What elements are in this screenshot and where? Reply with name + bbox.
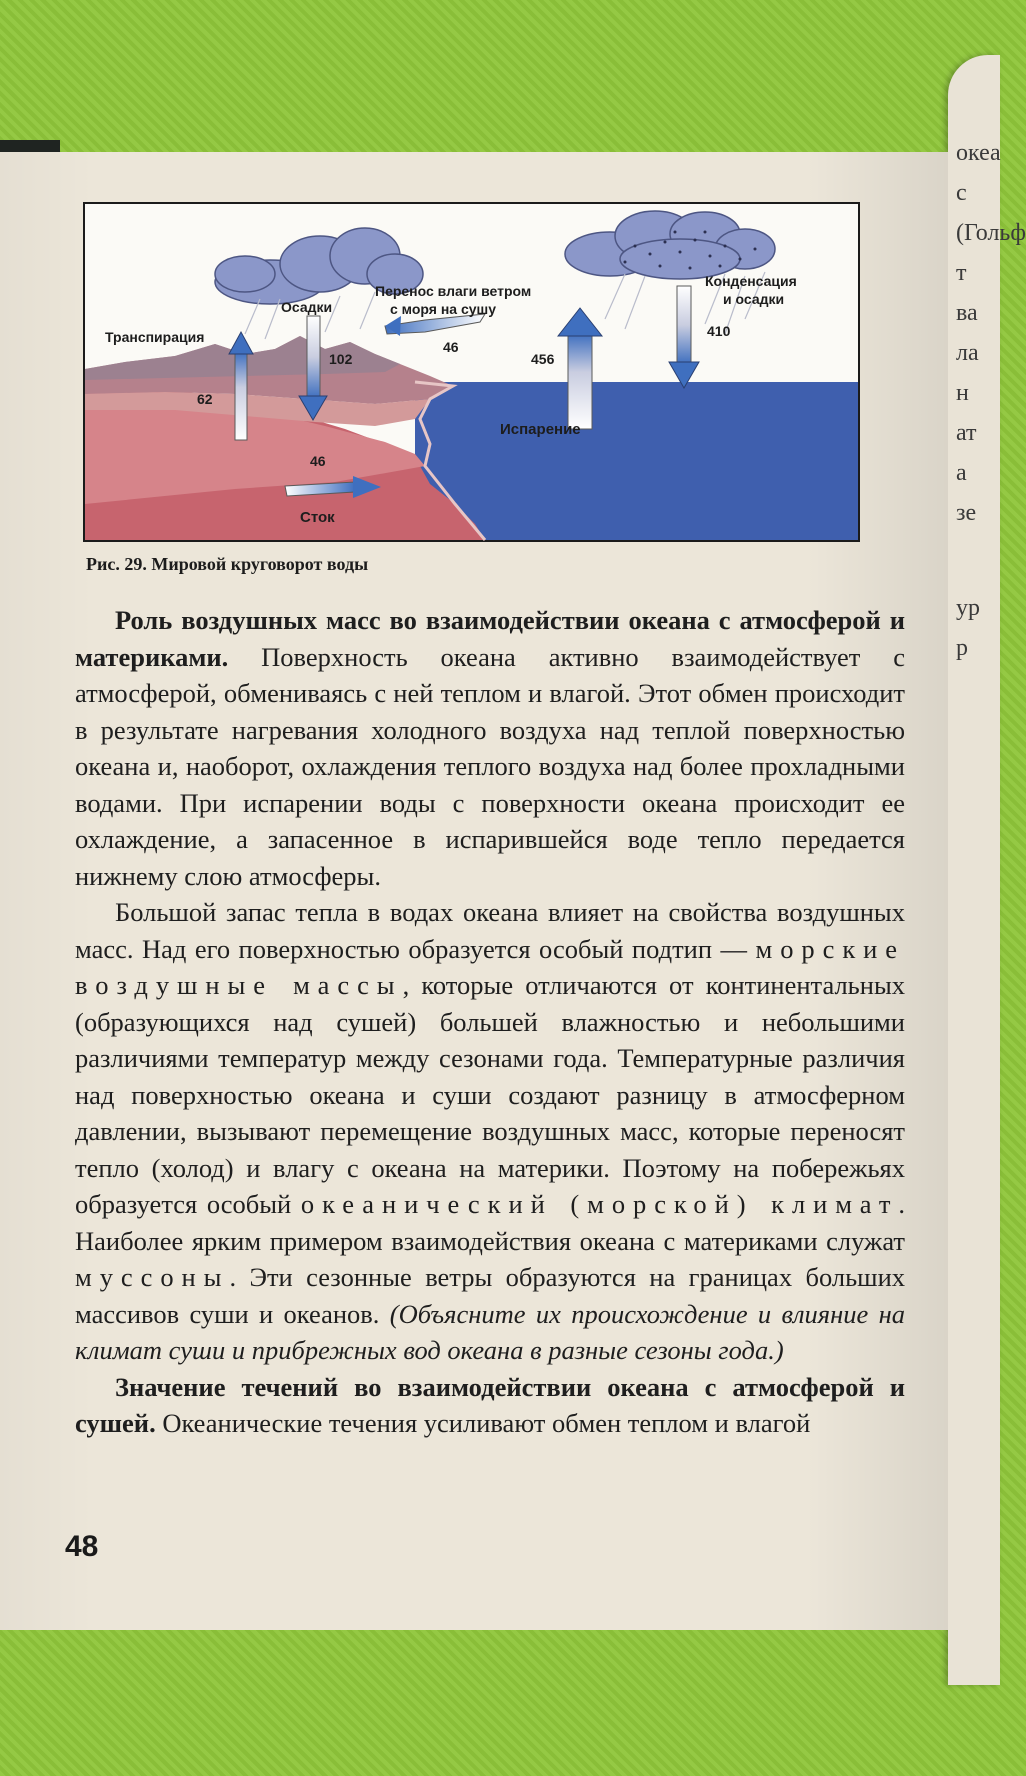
term-oceanic-climate: океанический (морской) климат [300,1189,899,1219]
book-page [0,152,948,1630]
page-number: 48 [65,1530,99,1563]
term-sea-air-masses: морские воздушные массы [75,933,905,1000]
next-page-text: ур [956,595,980,621]
value-runoff: 46 [310,453,326,469]
paragraph-2-text-d: . Эти сезонные ветры образуются на границах больших массивов суши и океанов. [75,1262,905,1329]
label-transpiration: Транспирация [105,329,205,345]
paragraph-1-text: Поверхность океана активно взаимодействует с атмосферой, обмениваясь с ней теплом и влагой. Этот обмен происходит в результате нагревания холодного воздуха над теплой поверхностью океана и, наоборот, охлаждения теплого воздуха над более прохладными водами. При испарении воды с поверхности океана происходит ее охлаждение, а запасенное в испарившейся воде тепло передается нижнему слою атмосферы. [75,641,905,891]
label-runoff: Сток [300,509,335,526]
next-page-text: ла [956,340,979,366]
next-page-text: океа [956,140,1001,166]
paragraph-2 [75,894,905,1369]
value-transfer: 46 [443,339,459,355]
label-condensation-line1: Конденсация [705,273,797,289]
ocean [415,382,858,540]
paragraph-2-text-b: , которые отличаются от континентальных (образующихся над сушей) большей влажностью и небольшими различиями температур между сезонами года. Температурные различия над поверхностью океана и суши создают разницу в атмосферном давлении, вызывают перемещение воздушных масс, которые переносят тепло (холод) и влагу с океана на материки. Поэтому на побережьях образуется особый [75,970,905,1219]
label-precipitation: Осадки [281,299,333,315]
next-page-text: т [956,260,967,286]
value-precipitation-ocean: 410 [707,323,731,339]
next-page-edge [948,55,1026,1685]
figure-caption: Рис. 29. Мировой круговорот воды [86,554,369,574]
next-page-text: с [956,180,967,206]
body-text [75,602,905,1442]
paragraph-3-text: Океанические течения усиливают обмен теплом и влагой [155,1408,811,1438]
paragraph-2-text-a: Большой запас тепла в водах океана влияет на свойства воздушных масс. Над его поверхностью образуется особый подтип — [75,897,905,964]
precipitation-ocean-arrow [669,286,699,388]
label-evaporation: Испарение [500,421,581,438]
paragraph-2-question: (Объясните их происхождение и влияние на климат суши и прибрежных вод океана в разные сезоны года.) [75,1298,905,1365]
paragraph-3 [75,1369,905,1442]
paragraph-3-heading: Значение течений во взаимодействии океана с атмосферой и сушей. [75,1371,905,1438]
next-page-text: ат [956,420,977,446]
paragraph-1-heading: Роль воздушных масс во взаимодействии океана с атмосферой и материками. [75,605,905,672]
label-condensation-line2: и осадки [723,291,785,307]
label-transfer-line2: с моря на сушу [390,301,496,317]
water-cycle-diagram [85,204,858,540]
next-page-text: ва [956,300,978,326]
value-precipitation-land: 102 [329,351,353,367]
next-page-text: а [956,460,967,486]
value-transpiration: 62 [197,391,213,407]
next-page-text: р [956,635,968,661]
water-cycle-figure [83,202,860,542]
paragraph-2-text-c: . Наиболее ярким примером взаимодействия океана с материками служат [75,1189,905,1256]
paragraph-1 [75,602,905,894]
transfer-arrow [385,314,485,336]
next-page-text: зе [956,500,977,526]
term-monsoons: муссоны [75,1262,230,1292]
next-page-text: (Гольф [956,220,1026,246]
cloud-right [565,211,775,279]
value-evaporation: 456 [531,351,555,367]
label-transfer-line1: Перенос влаги ветром [375,283,532,299]
next-page-text: н [956,380,969,406]
